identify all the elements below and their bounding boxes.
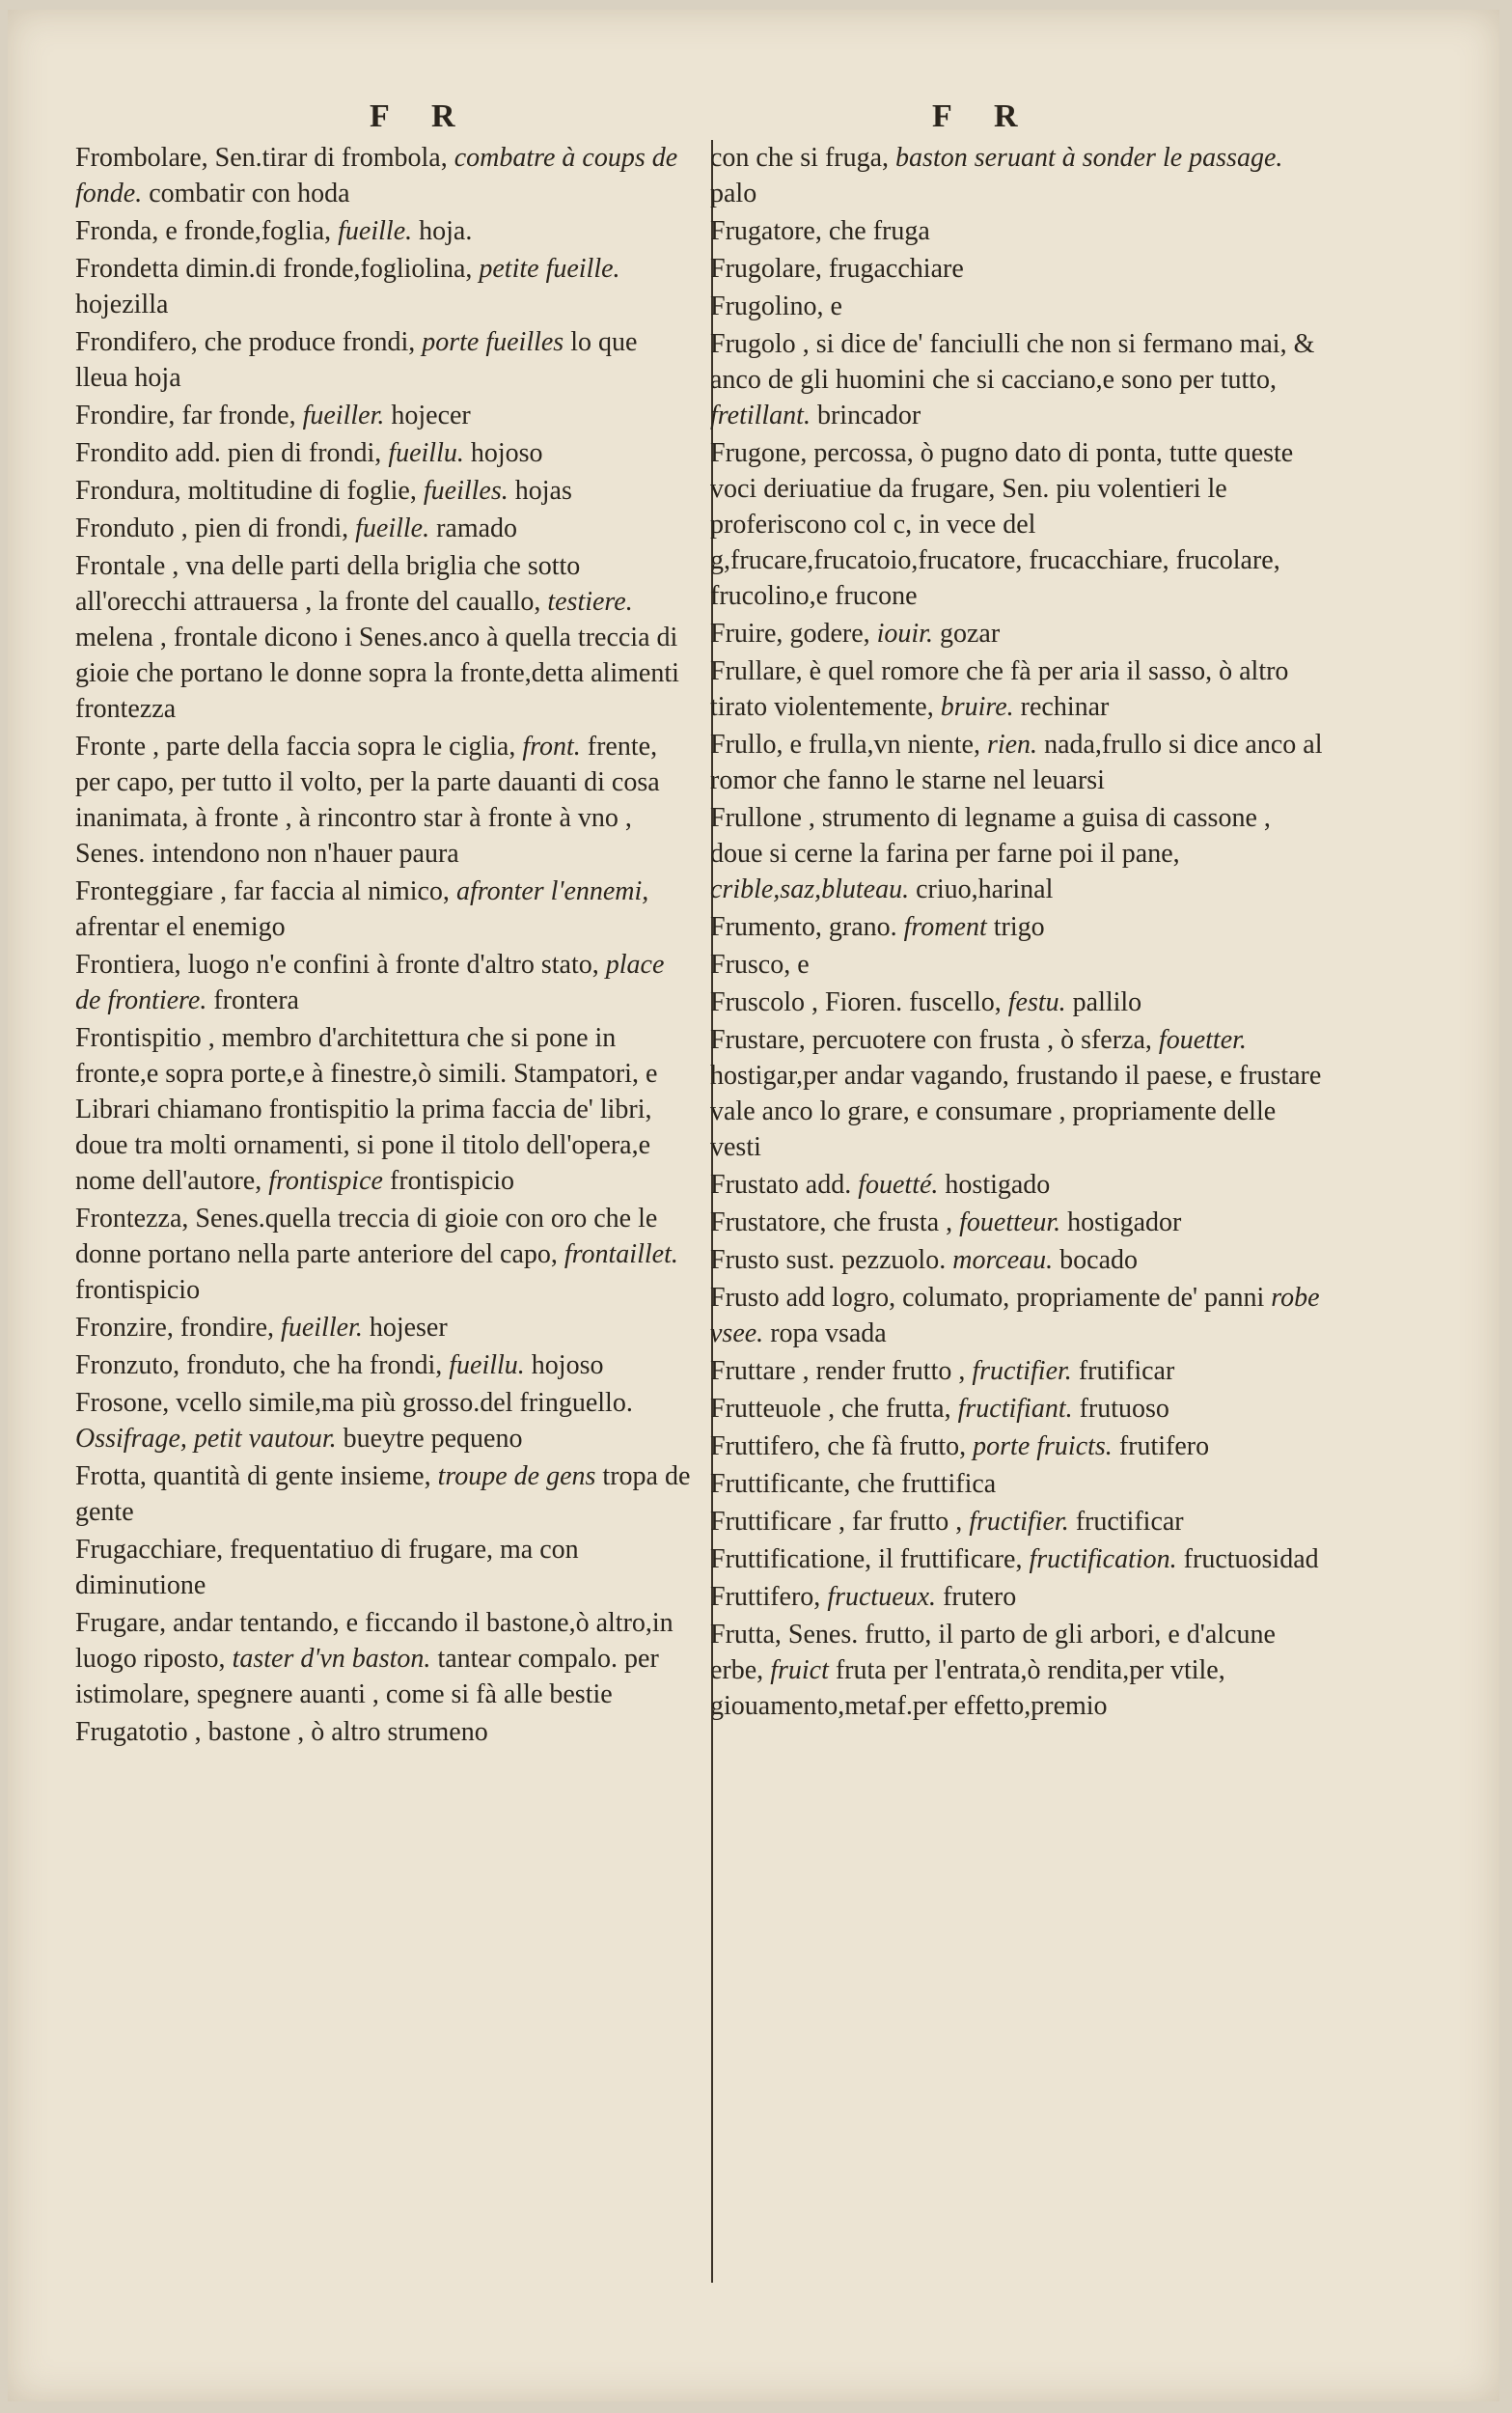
entry-gloss: , pien di frondi, (180, 513, 349, 543)
dictionary-entry (75, 251, 693, 322)
entry-gloss: far fronde, (181, 401, 296, 430)
entry-gloss: che produce frondi, (204, 327, 416, 357)
entry-gloss: quantità di gente insieme, (152, 1461, 431, 1491)
entry-gloss: con che si fruga, (710, 143, 890, 173)
dictionary-entry (710, 435, 1328, 614)
dictionary-entry (75, 140, 693, 211)
running-head-right: F R (932, 98, 1035, 134)
entry-french: fouetté. (858, 1170, 939, 1200)
dictionary-entry (710, 1579, 1328, 1615)
entry-gloss: vcello simile,ma più grosso.del fringuello. (176, 1388, 633, 1418)
dictionary-entry (710, 1541, 1328, 1577)
entry-french: Ossifrage, petit vautour. (75, 1424, 337, 1454)
dictionary-entry (710, 616, 1328, 652)
entry-french: bruire. (940, 692, 1014, 722)
entry-gloss: luogo n'e confini à fronte d'altro stato, (187, 950, 599, 980)
entry-spanish: afrentar el enemigo (75, 912, 286, 942)
dictionary-entry (710, 727, 1328, 798)
dictionary-entry (710, 1167, 1328, 1203)
entry-headword: Frosone, (75, 1388, 170, 1418)
dictionary-entry (75, 324, 693, 396)
running-head-left: F R (370, 98, 473, 134)
entry-spanish: frente, per capo, per tutto il volto, per la parte dauanti di cosa inanimata, à fronte , à rincontro star à fronte à vno , Senes. intendono non n'hauer paura (75, 732, 660, 869)
entry-spanish: combatir con hoda (149, 179, 350, 208)
entry-gloss: , che frutta, (828, 1394, 951, 1424)
dictionary-entry (75, 1532, 693, 1603)
entry-spanish: hostigar,per andar vagando, frustando il paese, e frustare vale anco lo grare, e consumare , propriamente delle vesti (710, 1061, 1322, 1162)
dictionary-entry (75, 1458, 693, 1530)
entry-headword: Frugacchiare, (75, 1535, 224, 1565)
dictionary-entry (710, 1280, 1328, 1351)
entry-spanish: palo (710, 179, 757, 208)
dictionary-entry (710, 251, 1328, 287)
entry-spanish: hojas (514, 476, 572, 506)
entry-french: fueille. (338, 216, 413, 246)
entry-headword: Fronda, (75, 216, 159, 246)
entry-headword: Frugatotio (75, 1717, 188, 1747)
entry-gloss: che fà frutto, (827, 1431, 967, 1461)
dictionary-entry (710, 947, 1328, 983)
entry-spanish: hojeser (369, 1313, 448, 1343)
entry-headword: Frugare, (75, 1608, 167, 1638)
entry-headword: Fronzire, (75, 1313, 174, 1343)
entry-spanish: fructuosidad (1183, 1544, 1319, 1574)
entry-spanish: frontispicio (75, 1275, 201, 1305)
entry-gloss: , vna delle parti della briglia che sotto all'orecchi attrauersa , la fronte del cauallo, (75, 551, 581, 617)
entry-french: fructification. (1029, 1544, 1177, 1574)
entry-spanish: nada,frullo si dice anco al romor che fanno le starne nel leuarsi (710, 730, 1323, 795)
entry-french: fueillu. (449, 1350, 525, 1380)
entry-french: afronter l'ennemi, (455, 876, 649, 906)
dictionary-entry (75, 213, 693, 249)
entry-headword: Frullone (710, 803, 802, 833)
entry-gloss: add. pien di frondi, (175, 438, 382, 468)
entry-spanish: frutero (943, 1582, 1017, 1612)
entry-french: combatre à coups de fonde. (75, 143, 678, 208)
entry-headword: Frullare, (710, 656, 803, 686)
entry-gloss: frondire, (179, 1313, 275, 1343)
entry-gloss: godere, (789, 619, 870, 649)
entry-headword: Frontezza, (75, 1204, 189, 1234)
entry-french: fretillant. (710, 401, 811, 430)
dictionary-entry (710, 289, 1328, 324)
entry-gloss: , render frutto , (802, 1356, 966, 1386)
entry-headword: Frontispitio (75, 1023, 202, 1053)
entry-headword: Fruttifero, (710, 1582, 821, 1612)
entry-spanish: gozar (939, 619, 1001, 649)
entry-headword: Frustato (710, 1170, 799, 1200)
entry-headword: Frustatore, (710, 1207, 827, 1237)
entry-headword: Frondifero, (75, 327, 198, 357)
entry-french: place de frontiere. (75, 950, 665, 1015)
entry-french: fruict (770, 1655, 829, 1685)
dictionary-entry (710, 1205, 1328, 1240)
entry-spanish: ramado (436, 513, 518, 543)
entry-spanish: brincador (816, 401, 921, 430)
entry-french: fructifier. (972, 1356, 1072, 1386)
entry-french: fouetter. (1158, 1025, 1247, 1055)
entry-spanish: trigo (993, 912, 1045, 942)
entry-spanish: melena , frontale dicono i Senes.anco à quella treccia di gioie che portano le donne sopra la fronte,detta alimenti frontezza (75, 623, 679, 724)
entry-french: porte fueilles (422, 327, 564, 357)
entry-headword: Frutteuole (710, 1394, 822, 1424)
dictionary-entry (75, 1020, 693, 1199)
dictionary-entry (710, 1242, 1328, 1278)
dictionary-entry (710, 1466, 1328, 1502)
entry-gloss: , membro d'architettura che si pone in fronte,e sopra porte,e à finestre,ò simili. Stampatori, e Librari chiamano frontispitio la prima faccia de' libri, doue tra molti ornamenti, si pone il titolo dell'opera,e nome dell'autore, (75, 1023, 658, 1196)
entry-french: festu. (1007, 987, 1066, 1017)
entry-gloss: grano. (828, 912, 897, 942)
dictionary-entry (75, 398, 693, 433)
book-page (8, 10, 1499, 2401)
entry-headword: Frugatore, (710, 216, 822, 246)
entry-spanish: frutifero (1118, 1431, 1210, 1461)
entry-gloss: Senes.quella treccia di gioie con oro che le donne portano nella parte anteriore del capo, (75, 1204, 658, 1269)
entry-spanish: fruta per l'entrata,ò rendita,per vtile, giouamento,metaf.per effetto,premio (710, 1655, 1225, 1721)
entry-french: fructueux. (827, 1582, 937, 1612)
dictionary-entry (75, 1714, 693, 1750)
entry-headword: Fronteggiare (75, 876, 214, 906)
entry-spanish: hojoso (470, 438, 543, 468)
entry-gloss: fronduto, che ha frondi, (186, 1350, 443, 1380)
entry-french: porte fruicts. (973, 1431, 1113, 1461)
dictionary-entry (75, 1347, 693, 1383)
entry-headword: Frondura, (75, 476, 181, 506)
entry-spanish: frontera (213, 985, 299, 1015)
dictionary-entry (710, 326, 1328, 433)
entry-french: fouetteur. (959, 1207, 1061, 1237)
entry-spanish: hojoso (531, 1350, 604, 1380)
entry-french: front. (522, 732, 581, 762)
dictionary-entry (75, 874, 693, 945)
entry-headword: Fronte (75, 732, 147, 762)
entry-headword: Frullo, (710, 730, 783, 760)
entry-spanish: hoja. (419, 216, 473, 246)
entry-gloss: il fruttificare, (878, 1544, 1023, 1574)
entry-french: iouir. (876, 619, 933, 649)
entry-headword: Fruttificante, (710, 1469, 851, 1499)
entry-spanish: frontispicio (389, 1166, 515, 1196)
entry-gloss: sust. pezzuolo. (785, 1245, 947, 1275)
right-column (710, 140, 1328, 1726)
entry-headword: Fronzuto, (75, 1350, 180, 1380)
entry-headword: Frugolare, (710, 254, 822, 284)
entry-headword: Fruttificatione, (710, 1544, 872, 1574)
entry-spanish: ropa vsada (770, 1318, 887, 1348)
entry-headword: Fronduto (75, 513, 175, 543)
entry-spanish: hostigador (1067, 1207, 1182, 1237)
entry-french: froment (903, 912, 987, 942)
entry-gloss: , far faccia al nimico, (220, 876, 450, 906)
dictionary-entry (710, 800, 1328, 907)
entry-french: petite fueille. (479, 254, 620, 284)
entry-gloss: andar tentando, e ficcando il bastone,ò altro,in luogo riposto, (75, 1608, 674, 1674)
entry-gloss: , si dice de' fanciulli che non si fermano mai, & anco de gli huomini che si cacciano,e sono per tutto, (710, 329, 1315, 395)
entry-spanish: tropa de gente (75, 1461, 691, 1527)
entry-gloss: che fruttifica (857, 1469, 997, 1499)
entry-french: fructifiant. (957, 1394, 1073, 1424)
entry-headword: Frumento, (710, 912, 822, 942)
entry-gloss: frugacchiare (828, 254, 964, 284)
entry-headword: Fruttificare (710, 1507, 832, 1537)
entry-headword: Fruscolo (710, 987, 805, 1017)
entry-french: frontaillet. (564, 1239, 678, 1269)
entry-spanish: tantear compalo. per istimolare, spegnere auanti , come si fà alle bestie (75, 1644, 659, 1709)
dictionary-entry (75, 1310, 693, 1345)
entry-headword: Frugolo (710, 329, 796, 359)
entry-spanish: hostigado (945, 1170, 1051, 1200)
dictionary-entry (75, 511, 693, 546)
entry-spanish: criuo,harinal (916, 874, 1054, 904)
dictionary-entry (710, 1617, 1328, 1724)
entry-headword: Frusco, (710, 950, 791, 980)
entry-headword: Frugolino, (710, 291, 824, 321)
entry-headword: Frondire, (75, 401, 176, 430)
entry-gloss: , strumento di legname a guisa di cassone , doue si cerne la farina per farne poi il pane, (710, 803, 1271, 869)
entry-french: rien. (986, 730, 1038, 760)
entry-gloss: add. (805, 1170, 852, 1200)
entry-french: fueille. (355, 513, 430, 543)
entry-gloss: , bastone , ò altro strumeno (194, 1717, 488, 1747)
dictionary-entry (710, 1353, 1328, 1389)
entry-gloss: Senes. frutto, il parto de gli arbori, e d'alcune erbe, (710, 1620, 1276, 1685)
entry-headword: Frondetta (75, 254, 179, 284)
dictionary-entry (710, 1022, 1328, 1165)
dictionary-entry (710, 213, 1328, 249)
entry-headword: Frusto (710, 1245, 780, 1275)
entry-gloss: e fronde,foglia, (165, 216, 332, 246)
entry-headword: Frustare, (710, 1025, 806, 1055)
entry-spanish: bueytre pequeno (343, 1424, 523, 1454)
entry-headword: Frombolare, (75, 143, 208, 173)
dictionary-entry (710, 1504, 1328, 1539)
dictionary-entry (710, 1428, 1328, 1464)
left-column (75, 140, 693, 1752)
dictionary-entry (75, 729, 693, 872)
dictionary-entry (75, 473, 693, 509)
entry-french: morceau. (952, 1245, 1054, 1275)
dictionary-entry (710, 1391, 1328, 1427)
entry-french: fructifier. (969, 1507, 1069, 1537)
entry-french: fueilles. (423, 476, 509, 506)
entry-gloss: frequentatiuo di frugare, ma con diminutione (75, 1535, 579, 1600)
entry-spanish: pallilo (1072, 987, 1142, 1017)
entry-headword: Frutta, (710, 1620, 782, 1650)
entry-spanish: lo que lleua hoja (75, 327, 638, 393)
entry-headword: Fruttifero, (710, 1431, 821, 1461)
entry-gloss: , far frutto , (838, 1507, 963, 1537)
dictionary-entry (75, 435, 693, 471)
entry-spanish: fructificar (1075, 1507, 1184, 1537)
entry-gloss: dimin.di fronde,fogliolina, (185, 254, 473, 284)
dictionary-entry (710, 653, 1328, 725)
entry-gloss: e (830, 291, 842, 321)
entry-headword: Fruire, (710, 619, 783, 649)
dictionary-entry (75, 1385, 693, 1456)
entry-gloss: che fruga (828, 216, 930, 246)
entry-french: taster d'vn baston. (232, 1644, 431, 1674)
dictionary-entry (75, 947, 693, 1018)
entry-french: fueiller. (302, 401, 385, 430)
entry-spanish: frutificar (1078, 1356, 1175, 1386)
entry-spanish: bocado (1059, 1245, 1139, 1275)
entry-spanish: frutuoso (1079, 1394, 1169, 1424)
dictionary-entry (75, 1605, 693, 1712)
entry-headword: Frugone, (710, 438, 808, 468)
entry-headword: Frotta, (75, 1461, 147, 1491)
entry-gloss: e frulla,vn niente, (789, 730, 980, 760)
entry-spanish: rechinar (1020, 692, 1110, 722)
dictionary-entry (75, 548, 693, 727)
entry-spanish: hojecer (391, 401, 471, 430)
entry-gloss: Sen.tirar di frombola, (214, 143, 448, 173)
entry-gloss: add logro, columato, propriamente de' panni (785, 1283, 1265, 1313)
dictionary-entry (710, 140, 1328, 211)
dictionary-entry (710, 985, 1328, 1020)
entry-spanish: hojezilla (75, 290, 169, 319)
dictionary-entry (710, 909, 1328, 945)
entry-headword: Frusto (710, 1283, 780, 1313)
entry-gloss: è quel romore che fà per aria il sasso, ò altro tirato violentemente, (710, 656, 1289, 722)
entry-gloss: che frusta , (833, 1207, 953, 1237)
entry-french: crible,saz,bluteau. (710, 874, 910, 904)
entry-gloss: percuotere con frusta , ò sferza, (811, 1025, 1152, 1055)
entry-headword: Frontiera, (75, 950, 181, 980)
entry-headword: Fruttare (710, 1356, 796, 1386)
entry-gloss: , parte della faccia sopra le ciglia, (152, 732, 516, 762)
entry-gloss: , Fioren. fuscello, (811, 987, 1002, 1017)
entry-french: robe vsee. (710, 1283, 1320, 1348)
entry-gloss: e (797, 950, 810, 980)
entry-headword: Frontale (75, 551, 166, 581)
entry-french: frontispice (268, 1166, 383, 1196)
entry-french: fueiller. (281, 1313, 363, 1343)
dictionary-entry (75, 1201, 693, 1308)
entry-gloss: moltitudine di foglie, (187, 476, 417, 506)
entry-gloss: percossa, ò pugno dato di ponta, tutte queste voci deriuatiue da frugare, Sen. piu volentieri le proferiscono col c, in vece del g,frucare,frucatoio,frucatore, frucacchiare, frucolare, frucolino,e frucone (710, 438, 1294, 611)
entry-french: testiere. (547, 587, 633, 617)
entry-french: troupe de gens (437, 1461, 596, 1491)
entry-headword: Frondito (75, 438, 169, 468)
entry-french: baston seruant à sonder le passage. (895, 143, 1283, 173)
entry-french: fueillu. (388, 438, 464, 468)
